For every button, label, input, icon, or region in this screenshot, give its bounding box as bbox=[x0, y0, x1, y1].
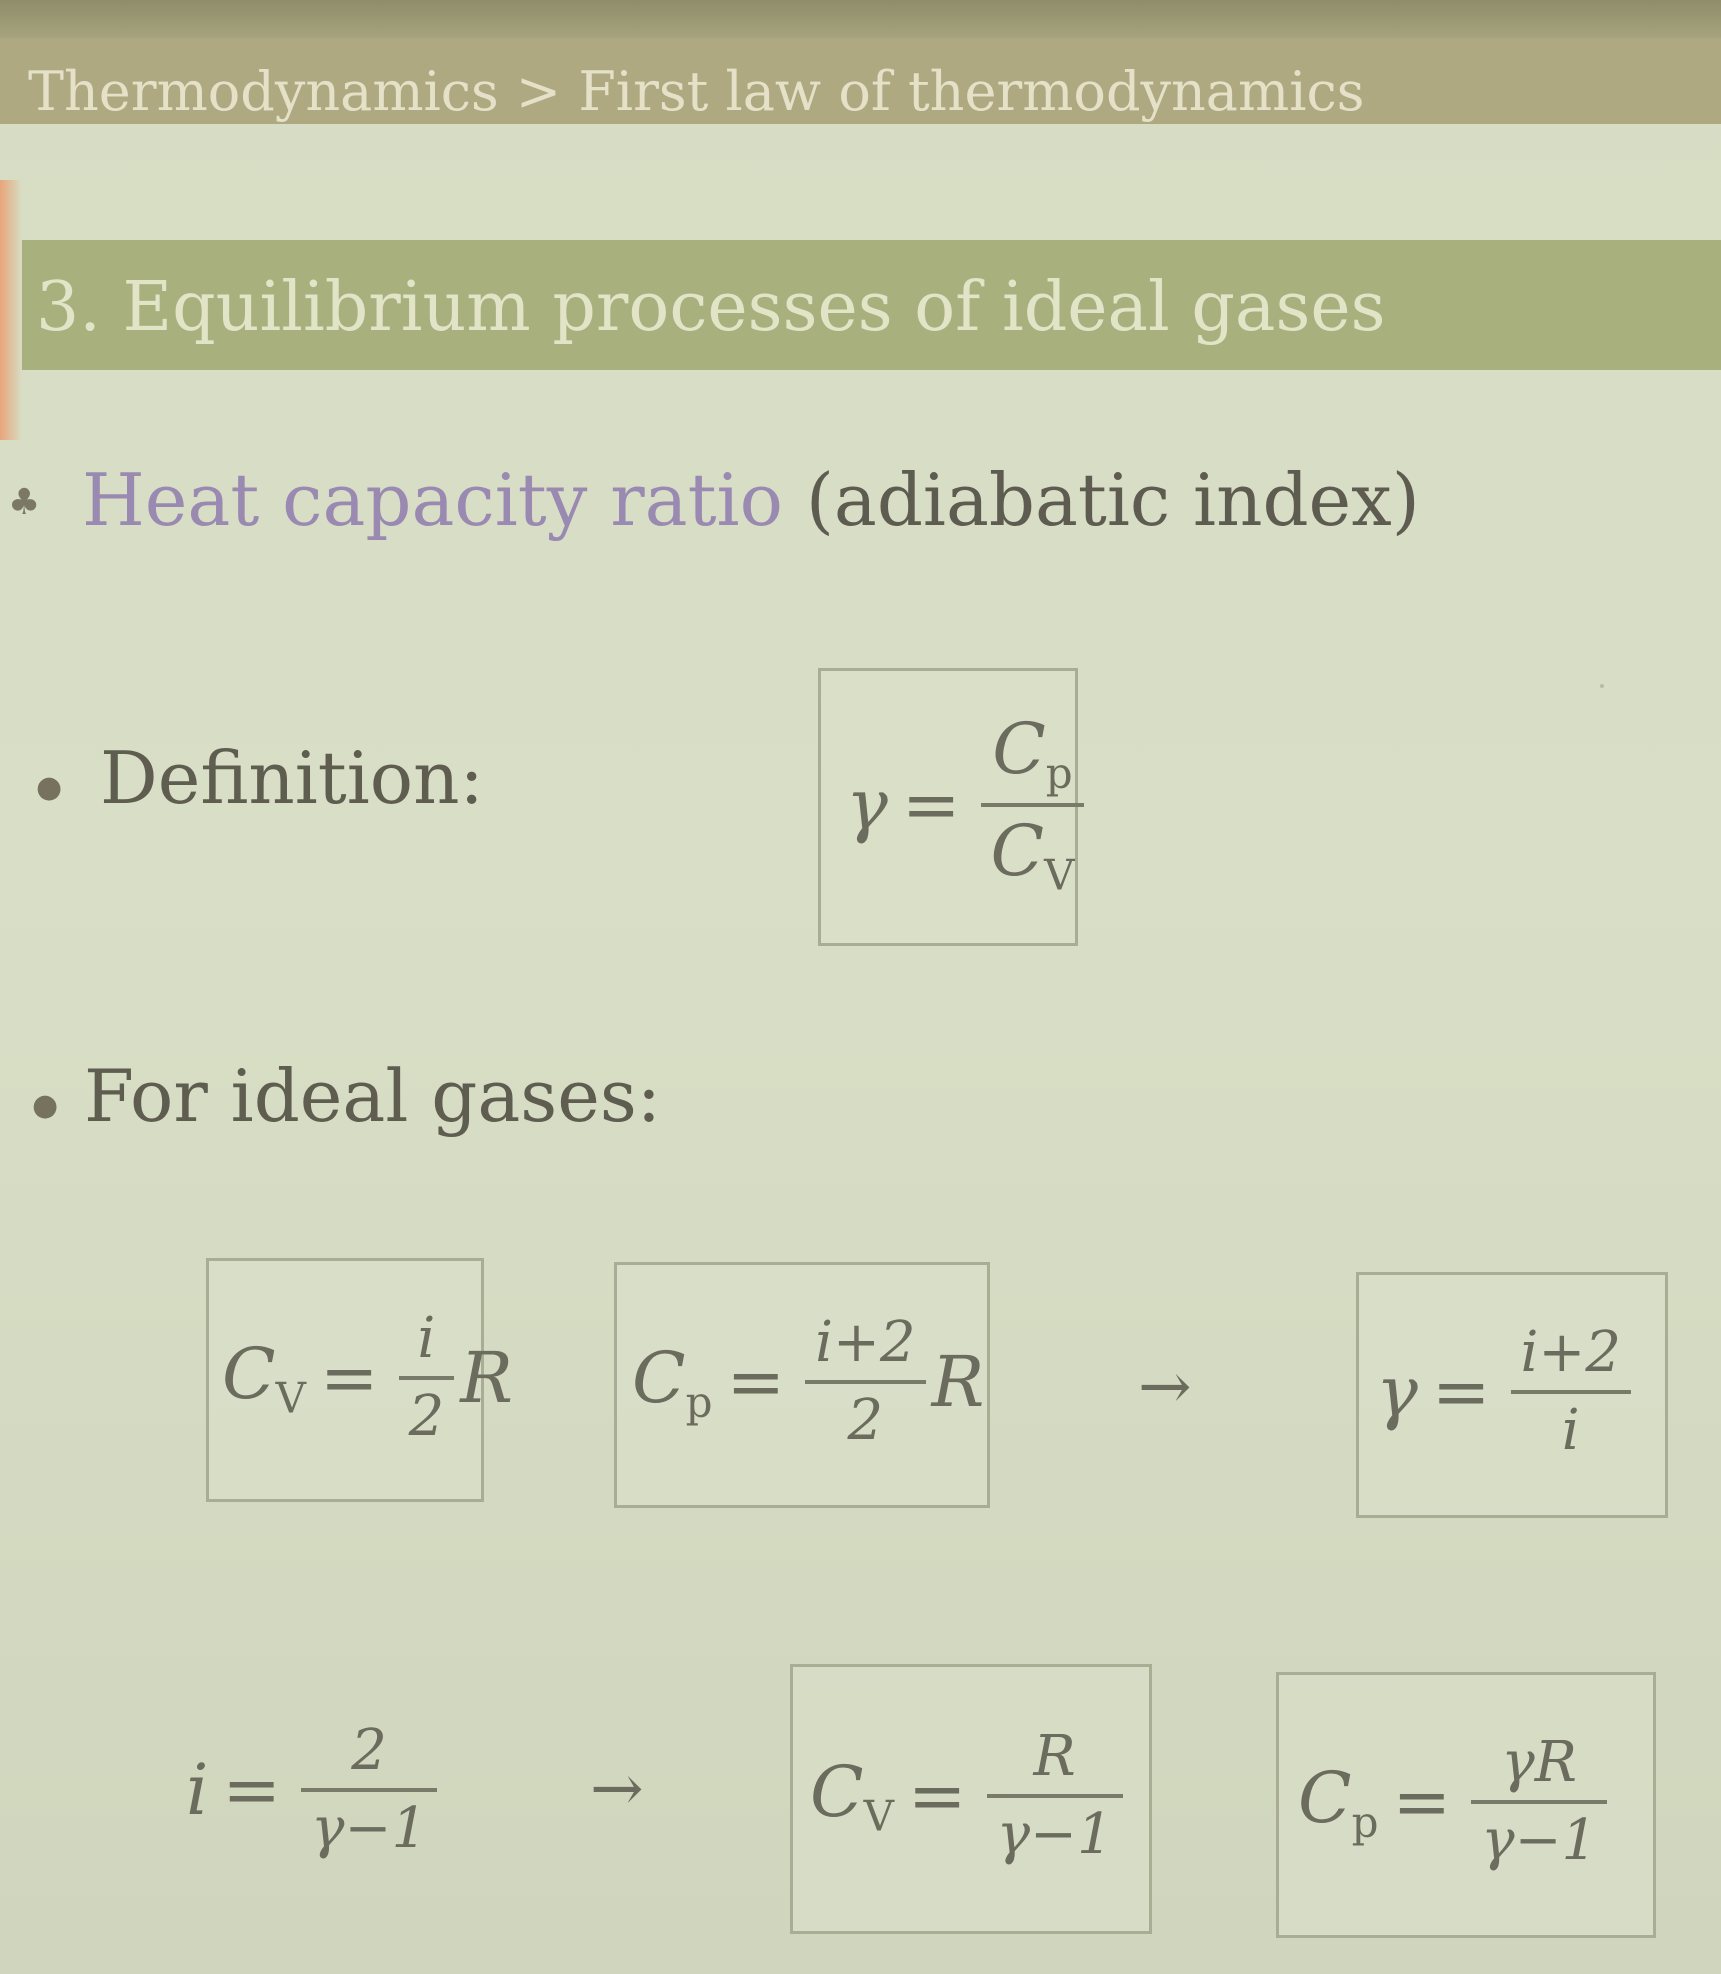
denominator: 2 bbox=[408, 1384, 445, 1449]
numerator: i+2 bbox=[1520, 1320, 1621, 1386]
fraction-gamma-r-over-gamma-minus-1 bbox=[1471, 1732, 1607, 1871]
fraction-i-plus-2-over-i bbox=[1511, 1322, 1631, 1461]
breadcrumb: Thermodynamics > First law of thermodynamics bbox=[28, 60, 1365, 123]
cv-symbol: $C_V$ bbox=[222, 1333, 306, 1423]
numerator: i bbox=[417, 1306, 436, 1372]
equals-sign: = bbox=[901, 764, 961, 846]
denominator: i bbox=[1561, 1398, 1580, 1463]
numerator: 2 bbox=[351, 1718, 387, 1784]
fraction-2-over-gamma-minus-1 bbox=[301, 1720, 437, 1859]
cp-symbol: $C_p$ bbox=[632, 1337, 713, 1427]
top-edge bbox=[0, 0, 1721, 40]
numerator: $C_p$ bbox=[992, 708, 1073, 798]
numerator: γR bbox=[1501, 1730, 1577, 1796]
fraction-bar bbox=[399, 1376, 455, 1380]
fraction-r-over-gamma-minus-1 bbox=[987, 1726, 1123, 1865]
gamma-i-formula bbox=[1376, 1282, 1637, 1502]
fraction-cp-cv bbox=[981, 708, 1085, 900]
denominator: γ−1 bbox=[311, 1796, 428, 1861]
cv-symbol: $C_V$ bbox=[810, 1751, 894, 1841]
fraction-bar bbox=[805, 1380, 925, 1384]
equals-sign: = bbox=[907, 1755, 967, 1837]
cv-formula bbox=[222, 1268, 513, 1488]
ideal-gases-label: For ideal gases: bbox=[84, 1054, 662, 1138]
left-edge-highlight bbox=[0, 180, 22, 440]
gamma-symbol: γ bbox=[1376, 1351, 1418, 1433]
cv-gamma-formula bbox=[810, 1680, 1129, 1912]
equals-sign: = bbox=[319, 1337, 379, 1419]
denominator: γ−1 bbox=[996, 1802, 1113, 1867]
denominator: 2 bbox=[847, 1388, 884, 1453]
i-formula bbox=[186, 1680, 443, 1900]
heading-highlight: Heat capacity ratio bbox=[82, 458, 783, 542]
numerator: R bbox=[1033, 1724, 1076, 1790]
arrow-icon: → bbox=[1138, 1350, 1192, 1424]
bullet-icon: ● bbox=[36, 770, 63, 805]
fraction-bar bbox=[1471, 1800, 1607, 1804]
fraction-bar bbox=[987, 1794, 1123, 1798]
fraction-bar bbox=[301, 1788, 437, 1792]
r-symbol: R bbox=[931, 1341, 985, 1423]
fraction-i-over-2 bbox=[399, 1308, 455, 1447]
cp-formula bbox=[632, 1272, 984, 1492]
equals-sign: = bbox=[222, 1749, 282, 1831]
denominator: γ−1 bbox=[1481, 1808, 1598, 1873]
cp-gamma-formula bbox=[1298, 1688, 1613, 1916]
numerator: i+2 bbox=[815, 1310, 916, 1376]
cp-symbol: $C_p$ bbox=[1298, 1757, 1379, 1847]
definition-label: Definition: bbox=[100, 736, 484, 820]
heading-bullet-icon: ♣ bbox=[8, 482, 41, 523]
bullet-icon: ● bbox=[32, 1088, 59, 1123]
definition-formula bbox=[846, 688, 1090, 922]
equals-sign: = bbox=[1392, 1761, 1452, 1843]
i-symbol: i bbox=[186, 1749, 209, 1831]
denominator: $C_V$ bbox=[990, 810, 1075, 900]
heading bbox=[82, 458, 1420, 542]
fraction-bar bbox=[981, 803, 1085, 807]
equals-sign: = bbox=[1431, 1351, 1491, 1433]
fraction-bar bbox=[1511, 1390, 1631, 1394]
speck bbox=[1600, 684, 1604, 688]
heading-rest: (adiabatic index) bbox=[805, 458, 1420, 542]
r-symbol: R bbox=[460, 1337, 513, 1419]
arrow-icon: → bbox=[590, 1752, 644, 1826]
equals-sign: = bbox=[726, 1341, 786, 1423]
gamma-symbol: γ bbox=[846, 764, 888, 846]
fraction-i-plus-2-over-2 bbox=[805, 1312, 925, 1451]
section-title: 3. Equilibrium processes of ideal gases bbox=[36, 268, 1386, 347]
